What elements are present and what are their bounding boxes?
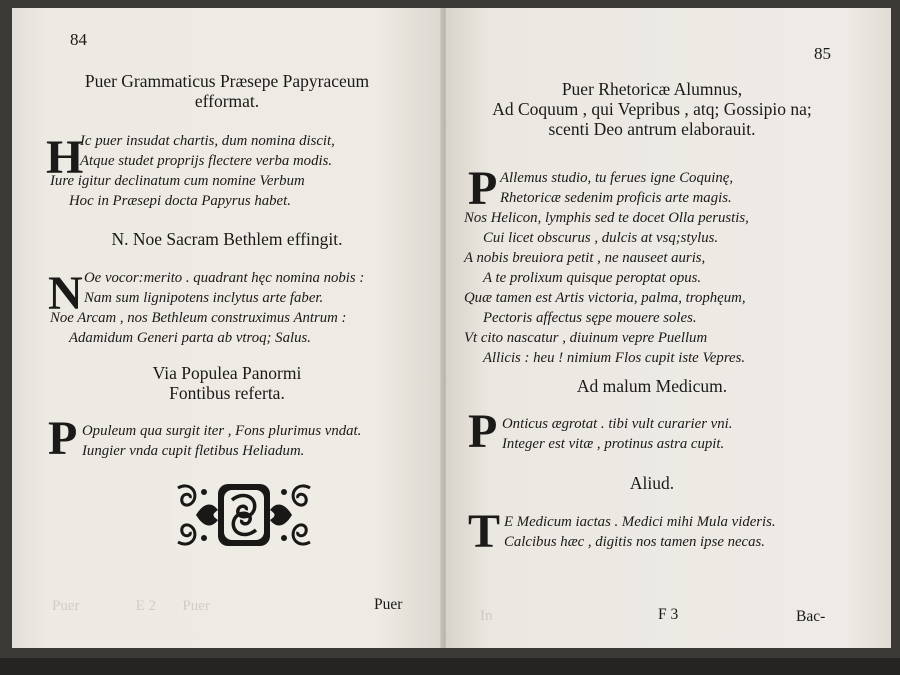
dropcap-n: N [48, 267, 83, 320]
verse-line: Noe Arcam , nos Bethleum construximus Antrum : [50, 310, 347, 326]
table-surface [0, 658, 900, 675]
right-poem-1-cont [464, 208, 749, 368]
right-title-1-line-3: scenti Deo antrum elaborauit. [548, 119, 756, 139]
left-title-2: N. Noe Sacram Bethlem effingit. [111, 229, 343, 249]
verse-line: Cui licet obscurus , dulcis at vsq;stylus. [483, 230, 719, 246]
verse-line: Allemus studio, tu ferues igne Coquinę, [500, 170, 734, 186]
verse-line: Opuleum qua surgit iter , Fons plurimus vndat. [82, 423, 362, 439]
dropcap-p: P [468, 405, 498, 458]
right-poem-1 [500, 168, 733, 208]
left-page [12, 8, 443, 648]
verse-line: A nobis breuiora petit , ne nauseet auris, [464, 250, 706, 266]
right-page [446, 8, 891, 648]
right-title-2: Ad malum Medicum. [576, 376, 728, 396]
dropcap-p: P [468, 162, 498, 215]
right-title-1-line-1: Puer Rhetoricæ Alumnus, [561, 79, 743, 99]
dropcap-p: P [48, 412, 78, 465]
left-poem-2 [84, 268, 364, 308]
verse-line: E Medicum iactas . Medici mihi Mula videris. [504, 514, 776, 530]
verse-line: Calcibus hæc , digitis nos tamen ipse necas. [504, 534, 765, 550]
catchword-left: Puer [374, 596, 403, 613]
left-poem-3 [82, 421, 361, 461]
verse-line: Quæ tamen est Artis victoria, palma, trophęum, [464, 290, 746, 306]
bleed-through: Puer E 2 Puer [52, 598, 210, 614]
verse-line: Atque studet proprijs flectere verba modis. [80, 153, 333, 169]
verse-line: Vt cito nascatur , diuinum vepre Puellum [464, 330, 708, 346]
floral-ornament-icon [174, 480, 314, 550]
verse-line: Nos Helicon, lymphis sed te docet Olla perustis, [464, 210, 749, 226]
right-title-3: Aliud. [629, 473, 675, 493]
left-title-3-line-1: Via Populea Panormi [152, 363, 302, 383]
right-poem-2 [502, 414, 732, 454]
left-poem-1-cont [50, 171, 305, 211]
right-poem-3 [504, 512, 776, 552]
verse-line: A te prolixum quisque peroptat opus. [483, 270, 702, 286]
left-title-1 [12, 71, 442, 111]
left-title-3-line-2: Fontibus referta. [169, 383, 285, 403]
verse-line: Ic puer insudat chartis, dum nomina discit, [80, 133, 335, 149]
right-title-1 [462, 79, 842, 139]
dropcap-h: H [46, 131, 84, 184]
left-poem-2-cont [50, 308, 346, 348]
left-title-3 [12, 363, 442, 403]
left-title-1-line-1: Puer Grammaticus Præsepe Papyraceum [84, 71, 370, 91]
catchword-right: Bac- [796, 608, 826, 625]
signature-mark: F 3 [658, 606, 679, 623]
left-title-1-line-2: efformat. [194, 91, 260, 111]
verse-line: Oe vocor:merito . quadrant hęc nomina nobis : [84, 270, 365, 286]
verse-line: Onticus ægrotat . tibi vult curarier vni. [502, 416, 733, 432]
left-poem-1 [80, 131, 335, 171]
verse-line: Iungier vnda cupit fletibus Heliadum. [82, 443, 305, 459]
page-number-left: 84 [70, 30, 87, 49]
verse-line: Adamidum Generi parta ab vtroq; Salus. [69, 330, 311, 346]
page-number-right: 85 [814, 44, 831, 63]
right-title-1-line-2: Ad Coquum , qui Vepribus , atq; Gossipio na; [492, 99, 812, 119]
verse-line: Rhetoricæ sedenim proficis arte magis. [500, 190, 732, 206]
verse-line: Pectoris affectus sępe mouere soles. [483, 310, 697, 326]
verse-line: Iure igitur declinatum cum nomine Verbum [50, 173, 305, 189]
verse-line: Hoc in Præsepi docta Papyrus habet. [69, 193, 291, 209]
verse-line: Allicis : heu ! nimium Flos cupit iste Vepres. [483, 350, 746, 366]
dropcap-t: T [468, 505, 501, 558]
bleed-through: In [480, 608, 493, 624]
verse-line: Integer est vitæ , protinus astra cupit. [502, 436, 725, 452]
verse-line: Nam sum lignipotens inclytus arte faber. [84, 290, 324, 306]
